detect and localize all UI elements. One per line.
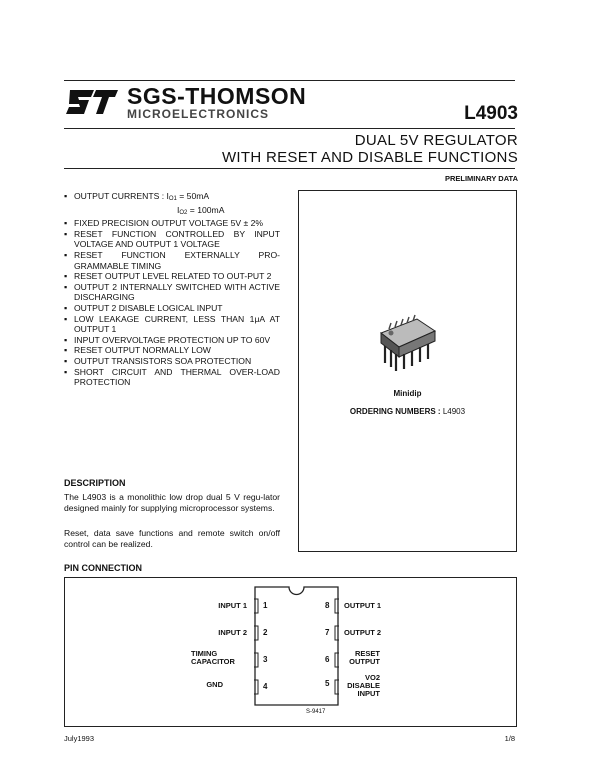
io2-value: = 100mA [187,204,225,215]
title-line-2: WITH RESET AND DISABLE FUNCTIONS [221,149,518,166]
footer-date: July1993 [64,734,95,743]
feature-list [64,191,280,388]
description-paragraph-1: The L4903 is a monolithic low drop dual 5 V regu-lator designed mainly for supplying microprocessor systems. [64,492,280,513]
io1-sub: O1 [168,196,177,202]
feature-item: ▪ RESET OUTPUT NORMALLY LOW [64,345,280,356]
pin-number-2: 2 [263,628,268,637]
footer-page: 1/8 [504,734,515,743]
pin-number-8: 8 [325,601,330,610]
feature-output-currents [64,191,280,218]
feature-item: ▪ OUTPUT 2 INTERNALLY SWITCHED WITH ACTIVE DISCHARGING [64,282,280,303]
pin-number-1: 1 [263,601,268,610]
feature-item: ▪ OUTPUT 2 DISABLE LOGICAL INPUT [64,303,280,314]
title-rule [64,128,515,129]
io2-sub: O2 [179,209,188,216]
pin-number-6: 6 [325,655,330,664]
title-line-1: DUAL 5V REGULATOR [354,132,518,149]
io2-prefix: I [177,204,180,215]
part-number: L4903 [464,103,518,124]
description-paragraph-2: Reset, data save functions and remote switch on/off control can be realized. [64,528,280,549]
pin-label-gnd: GND [206,680,223,689]
feature-item: ▪ RESET OUTPUT LEVEL RELATED TO OUT-PUT 2 [64,271,280,282]
package-name: Minidip [393,389,422,398]
feature-item: ▪ RESET FUNCTION EXTERNALLY PRO-GRAMMABLE TIMING [64,250,280,271]
pin-label-input-1: INPUT 1 [218,601,247,610]
feature-item: ▪ FIXED PRECISION OUTPUT VOLTAGE 5V ± 2% [64,218,280,229]
feature-item: ▪ INPUT OVERVOLTAGE PROTECTION UP TO 60V [64,335,280,346]
pin-label-vo2-disable-input: VO2 DISABLE INPUT [347,673,380,698]
diagram-code: S-9417 [306,709,326,715]
pin-connection-diagram [64,577,517,727]
brand-subtitle: MICROELECTRONICS [127,107,269,121]
ordering-value: L4903 [442,407,466,416]
pin-number-5: 5 [325,679,330,688]
st-logo-icon [64,84,120,118]
io1-value: = 50mA [176,191,210,201]
status-label: PRELIMINARY DATA [444,174,518,183]
feature-item: ▪ RESET FUNCTION CONTROLLED BY INPUT VOLTAGE AND OUTPUT 1 VOLTAGE [64,229,280,250]
feature-item: ▪ LOW LEAKAGE CURRENT, LESS THAN 1μA AT OUTPUT 1 [64,314,280,335]
pin-label-output-1: OUTPUT 1 [344,601,382,610]
pin-label-reset-output: RESET OUTPUT [349,649,380,666]
pin-connection-heading: PIN CONNECTION [64,563,143,573]
top-rule [64,80,515,81]
feature-item: ▪ OUTPUT TRANSISTORS SOA PROTECTION [64,356,280,367]
pin-number-7: 7 [325,628,330,637]
pin-number-3: 3 [263,655,268,664]
package-box [298,190,517,552]
pin-label-input-2: INPUT 2 [218,628,247,637]
description-heading: DESCRIPTION [64,478,126,488]
pin-label-timing-capacitor: TIMING CAPACITOR [191,649,235,666]
ordering-label: ORDERING NUMBERS : [349,407,441,416]
pin-label-output-2: OUTPUT 2 [344,628,382,637]
brand-name: SGS-THOMSON [127,83,307,109]
status-rule [64,168,515,169]
output-currents-label: OUTPUT CURRENTS : I [74,191,169,201]
feature-item: ▪ SHORT CIRCUIT AND THERMAL OVER-LOAD PROTECTION [64,367,280,388]
ordering-numbers [299,407,516,416]
pin-number-4: 4 [263,682,268,691]
minidip-package-image [377,311,439,381]
